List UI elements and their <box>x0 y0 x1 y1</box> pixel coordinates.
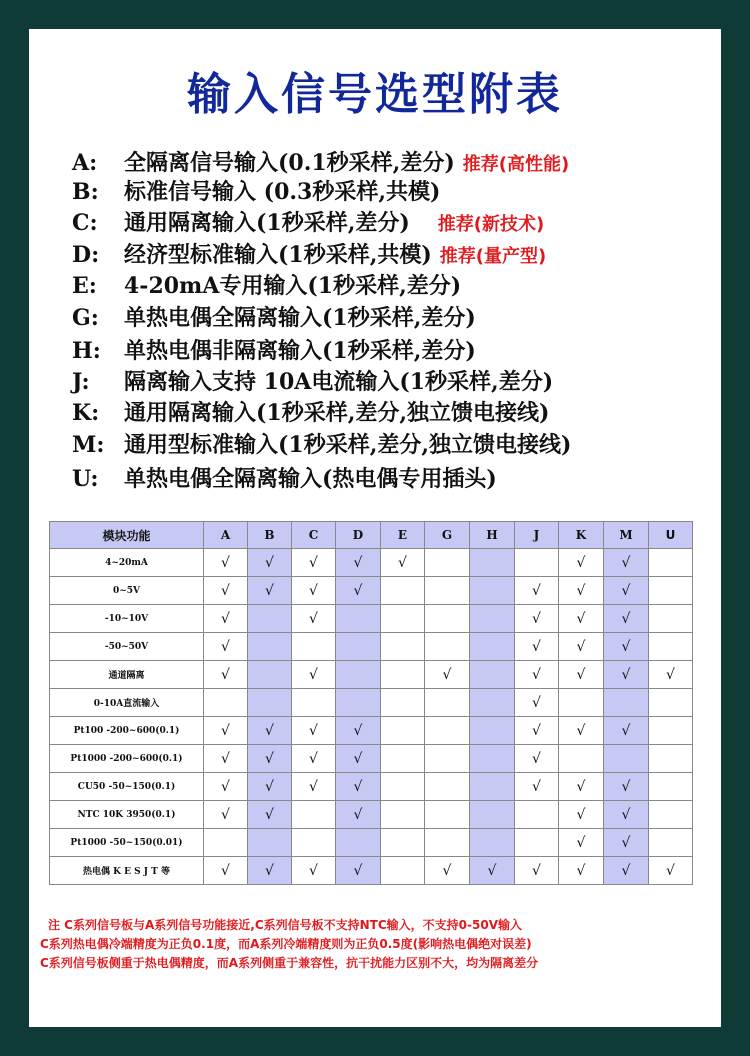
check-mark-cell: √ <box>248 549 292 577</box>
empty-cell <box>470 577 515 605</box>
empty-cell <box>292 801 336 829</box>
option-code: G: <box>72 305 99 331</box>
option-code: B: <box>72 179 99 205</box>
check-mark-cell: √ <box>515 605 559 633</box>
empty-cell <box>470 829 515 857</box>
empty-cell <box>248 661 292 689</box>
empty-cell <box>515 549 559 577</box>
check-mark-cell: √ <box>336 577 381 605</box>
empty-cell <box>292 689 336 717</box>
table-row <box>50 745 693 773</box>
check-mark-cell: √ <box>248 801 292 829</box>
check-mark-cell: √ <box>336 801 381 829</box>
empty-cell <box>381 661 425 689</box>
empty-cell <box>425 633 470 661</box>
check-mark-cell: √ <box>292 773 336 801</box>
check-mark-cell: √ <box>292 549 336 577</box>
column-header-function: 模块功能 <box>50 522 204 549</box>
option-description: 标准信号输入 (0.3秒采样,共模) <box>124 179 441 205</box>
notes-block <box>40 916 720 973</box>
row-label: 4~20mA <box>50 549 204 577</box>
check-mark-cell: √ <box>248 577 292 605</box>
table-row <box>50 717 693 745</box>
column-header-h: H <box>470 522 515 549</box>
check-mark-cell: √ <box>604 577 649 605</box>
option-code: A: <box>72 150 98 176</box>
table-row <box>50 773 693 801</box>
recommendation-tag: 推荐(量产型) <box>439 246 547 267</box>
check-mark-cell: √ <box>515 661 559 689</box>
empty-cell <box>649 577 693 605</box>
option-description: 单热电偶非隔离输入(1秒采样,差分) <box>124 338 476 364</box>
row-label: -50~50V <box>50 633 204 661</box>
check-mark-cell: √ <box>248 857 292 885</box>
empty-cell <box>604 689 649 717</box>
check-mark-cell: √ <box>604 661 649 689</box>
column-header-k: K <box>559 522 604 549</box>
empty-cell <box>470 605 515 633</box>
check-mark-cell: √ <box>515 577 559 605</box>
empty-cell <box>336 605 381 633</box>
column-header-g: G <box>425 522 470 549</box>
empty-cell <box>649 605 693 633</box>
empty-cell <box>248 633 292 661</box>
check-mark-cell: √ <box>559 549 604 577</box>
empty-cell <box>381 773 425 801</box>
check-mark-cell: √ <box>604 829 649 857</box>
empty-cell <box>649 689 693 717</box>
empty-cell <box>649 633 693 661</box>
option-item <box>72 176 440 208</box>
empty-cell <box>425 717 470 745</box>
check-mark-cell: √ <box>604 549 649 577</box>
check-mark-cell: √ <box>515 773 559 801</box>
column-header-e: E <box>381 522 425 549</box>
empty-cell <box>515 801 559 829</box>
check-mark-cell: √ <box>204 577 248 605</box>
row-label: NTC 10K 3950(0.1) <box>50 801 204 829</box>
check-mark-cell: √ <box>559 633 604 661</box>
check-mark-cell: √ <box>381 549 425 577</box>
check-mark-cell: √ <box>204 549 248 577</box>
check-mark-cell: √ <box>292 577 336 605</box>
empty-cell <box>204 829 248 857</box>
empty-cell <box>248 689 292 717</box>
table-row <box>50 829 693 857</box>
empty-cell <box>470 773 515 801</box>
column-header-m: M <box>604 522 649 549</box>
empty-cell <box>470 689 515 717</box>
empty-cell <box>336 689 381 717</box>
check-mark-cell: √ <box>604 605 649 633</box>
check-mark-cell: √ <box>604 801 649 829</box>
empty-cell <box>470 801 515 829</box>
empty-cell <box>381 689 425 717</box>
check-mark-cell: √ <box>336 717 381 745</box>
check-mark-cell: √ <box>515 633 559 661</box>
row-label: Pt1000 -200~600(0.1) <box>50 745 204 773</box>
option-description: 通用隔离输入(1秒采样,差分) <box>124 210 410 236</box>
check-mark-cell: √ <box>204 801 248 829</box>
option-item <box>72 335 476 367</box>
empty-cell <box>470 717 515 745</box>
option-code: D: <box>72 242 100 268</box>
check-mark-cell: √ <box>248 717 292 745</box>
option-description: 全隔离信号输入(0.1秒采样,差分) <box>124 150 455 176</box>
check-mark-cell: √ <box>292 717 336 745</box>
option-code: U: <box>72 466 99 492</box>
check-mark-cell: √ <box>248 745 292 773</box>
option-item <box>72 207 544 239</box>
option-description: 经济型标准输入(1秒采样,共模) <box>124 242 432 268</box>
row-label: 通道隔离 <box>50 661 204 689</box>
check-mark-cell: √ <box>204 717 248 745</box>
empty-cell <box>470 661 515 689</box>
empty-cell <box>381 801 425 829</box>
check-mark-cell: √ <box>604 717 649 745</box>
option-item <box>72 239 546 271</box>
check-mark-cell: √ <box>204 661 248 689</box>
empty-cell <box>425 829 470 857</box>
option-code: K: <box>72 400 100 426</box>
check-mark-cell: √ <box>204 745 248 773</box>
column-header-b: B <box>248 522 292 549</box>
check-mark-cell: √ <box>292 661 336 689</box>
option-item <box>72 270 461 302</box>
empty-cell <box>604 745 649 773</box>
check-mark-cell: √ <box>425 661 470 689</box>
option-item <box>72 429 571 461</box>
empty-cell <box>425 801 470 829</box>
empty-cell <box>336 661 381 689</box>
check-mark-cell: √ <box>292 857 336 885</box>
check-mark-cell: √ <box>559 605 604 633</box>
note-line: C系列热电偶冷端精度为正负0.1度，而A系列冷端精度则为正负0.5度(影响热电偶绝对误差) <box>40 937 532 951</box>
check-mark-cell: √ <box>204 857 248 885</box>
empty-cell <box>381 857 425 885</box>
column-header-u: U <box>649 522 693 549</box>
function-table <box>49 521 693 885</box>
option-code: E: <box>72 273 97 299</box>
option-item <box>72 302 476 334</box>
empty-cell <box>649 717 693 745</box>
option-code: M: <box>72 432 105 458</box>
check-mark-cell: √ <box>559 829 604 857</box>
option-description: 4-20mA专用输入(1秒采样,差分) <box>124 273 462 299</box>
row-label: 0-10A直流输入 <box>50 689 204 717</box>
empty-cell <box>649 549 693 577</box>
table-row <box>50 857 693 885</box>
empty-cell <box>515 829 559 857</box>
check-mark-cell: √ <box>292 605 336 633</box>
check-mark-cell: √ <box>204 633 248 661</box>
check-mark-cell: √ <box>559 773 604 801</box>
option-code: C: <box>72 210 98 236</box>
check-mark-cell: √ <box>649 857 693 885</box>
check-mark-cell: √ <box>470 857 515 885</box>
check-mark-cell: √ <box>336 745 381 773</box>
check-mark-cell: √ <box>515 857 559 885</box>
empty-cell <box>336 829 381 857</box>
check-mark-cell: √ <box>559 661 604 689</box>
row-label: -10~10V <box>50 605 204 633</box>
check-mark-cell: √ <box>336 773 381 801</box>
option-item <box>72 147 569 179</box>
check-mark-cell: √ <box>559 857 604 885</box>
check-mark-cell: √ <box>336 549 381 577</box>
empty-cell <box>381 605 425 633</box>
option-description: 单热电偶全隔离输入(1秒采样,差分) <box>124 305 476 331</box>
empty-cell <box>248 829 292 857</box>
column-header-j: J <box>515 522 559 549</box>
column-header-a: A <box>204 522 248 549</box>
check-mark-cell: √ <box>204 773 248 801</box>
empty-cell <box>649 801 693 829</box>
option-item <box>72 463 497 495</box>
option-description: 隔离输入支持 10A电流输入(1秒采样,差分) <box>124 369 554 395</box>
check-mark-cell: √ <box>515 717 559 745</box>
empty-cell <box>559 745 604 773</box>
empty-cell <box>381 717 425 745</box>
check-mark-cell: √ <box>604 773 649 801</box>
empty-cell <box>425 745 470 773</box>
table-row <box>50 633 693 661</box>
table-row <box>50 577 693 605</box>
empty-cell <box>559 689 604 717</box>
empty-cell <box>425 773 470 801</box>
table-row <box>50 689 693 717</box>
table-row <box>50 661 693 689</box>
check-mark-cell: √ <box>515 745 559 773</box>
note-line: C系列信号板侧重于热电偶精度，而A系列侧重于兼容性，抗干扰能力区别不大，均为隔离差分 <box>40 956 539 970</box>
option-code: H: <box>72 338 101 364</box>
empty-cell <box>381 633 425 661</box>
check-mark-cell: √ <box>649 661 693 689</box>
check-mark-cell: √ <box>204 605 248 633</box>
empty-cell <box>649 773 693 801</box>
empty-cell <box>425 689 470 717</box>
row-label: 热电偶 K E S J T 等 <box>50 857 204 885</box>
check-mark-cell: √ <box>559 717 604 745</box>
row-label: 0~5V <box>50 577 204 605</box>
empty-cell <box>649 829 693 857</box>
empty-cell <box>425 549 470 577</box>
option-item <box>72 366 553 398</box>
table-header-row <box>50 522 693 549</box>
note-line: 注 C系列信号板与A系列信号功能接近,C系列信号板不支持NTC输入，不支持0-50V输入 <box>48 918 522 932</box>
empty-cell <box>292 633 336 661</box>
check-mark-cell: √ <box>292 745 336 773</box>
option-code: J: <box>72 369 90 395</box>
check-mark-cell: √ <box>425 857 470 885</box>
recommendation-tag: 推荐(高性能) <box>462 154 570 175</box>
option-description: 单热电偶全隔离输入(热电偶专用插头) <box>124 466 497 492</box>
check-mark-cell: √ <box>604 633 649 661</box>
check-mark-cell: √ <box>559 577 604 605</box>
table-row <box>50 801 693 829</box>
empty-cell <box>336 633 381 661</box>
column-header-c: C <box>292 522 336 549</box>
option-description: 通用型标准输入(1秒采样,差分,独立馈电接线) <box>124 432 572 458</box>
empty-cell <box>649 745 693 773</box>
check-mark-cell: √ <box>559 801 604 829</box>
check-mark-cell: √ <box>248 773 292 801</box>
option-item <box>72 397 549 429</box>
recommendation-tag: 推荐(新技术) <box>437 214 545 235</box>
empty-cell <box>204 689 248 717</box>
row-label: Pt1000 -50~150(0.01) <box>50 829 204 857</box>
empty-cell <box>470 633 515 661</box>
row-label: Pt100 -200~600(0.1) <box>50 717 204 745</box>
table-row <box>50 549 693 577</box>
row-label: CU50 -50~150(0.1) <box>50 773 204 801</box>
empty-cell <box>425 605 470 633</box>
check-mark-cell: √ <box>604 857 649 885</box>
empty-cell <box>292 829 336 857</box>
empty-cell <box>248 605 292 633</box>
option-description: 通用隔离输入(1秒采样,差分,独立馈电接线) <box>124 400 550 426</box>
empty-cell <box>381 829 425 857</box>
table-row <box>50 605 693 633</box>
empty-cell <box>470 745 515 773</box>
empty-cell <box>470 549 515 577</box>
empty-cell <box>381 745 425 773</box>
column-header-d: D <box>336 522 381 549</box>
empty-cell <box>425 577 470 605</box>
page-title: 输入信号选型附表 <box>187 69 563 120</box>
empty-cell <box>381 577 425 605</box>
check-mark-cell: √ <box>336 857 381 885</box>
check-mark-cell: √ <box>515 689 559 717</box>
